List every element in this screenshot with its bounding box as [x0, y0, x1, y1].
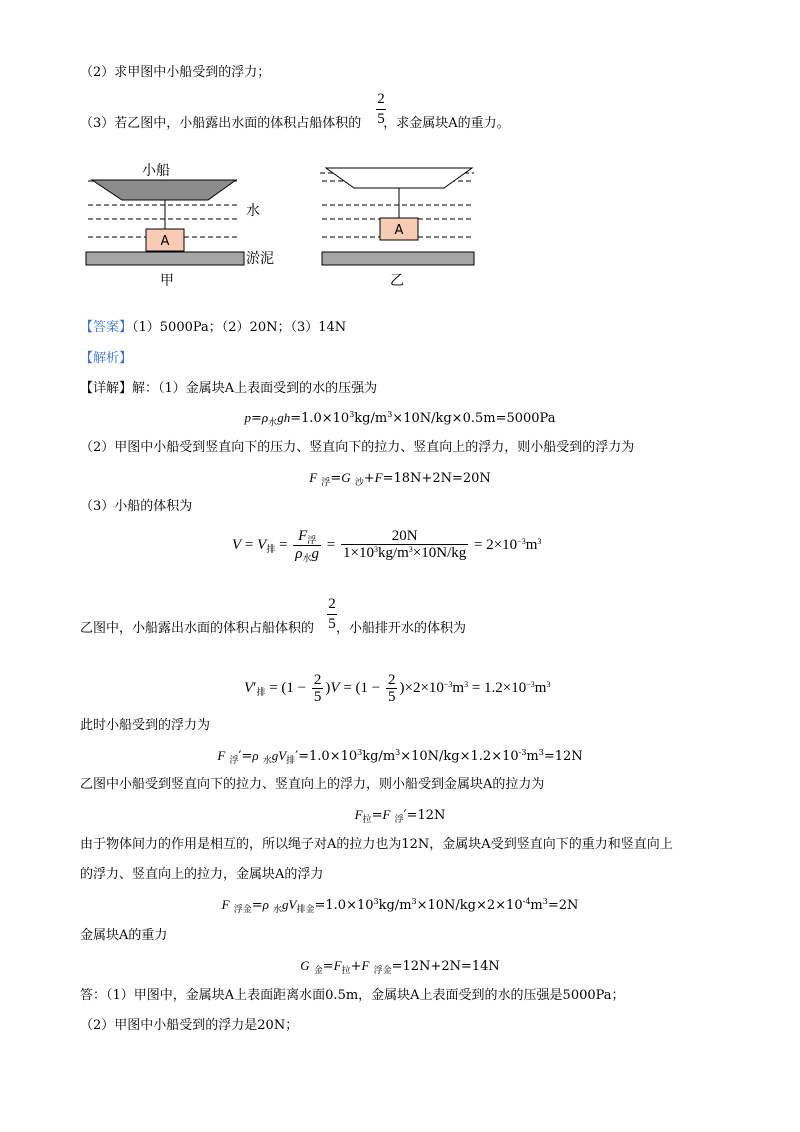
analysis-step-1: [80, 380, 377, 398]
question-3-fraction: [376, 91, 386, 128]
boat-right: [326, 168, 472, 188]
fraction-numerator: 2: [328, 596, 336, 612]
equation-buoyancy-2: F $_浮$′=ρ $_水gV_排'=1.0\times 10^3kg/m^3\times 10N/kg\times 1.2\times 10^{-3}m^3=12N$: [217, 748, 583, 766]
mud-left: [86, 252, 244, 265]
analysis-step-5: 此时小船受到的浮力为: [80, 718, 211, 733]
figure-right: [320, 168, 474, 289]
step-1-text: 解：（1）金属块A上表面受到的水的压强为: [132, 381, 378, 396]
analysis-step-2: （2）甲图中小船受到竖直向下的压力、竖直向下的拉力、竖直向上的浮力，则小船受到的浮力为: [80, 440, 635, 455]
block-a-right-label: A: [394, 223, 404, 238]
boat-left: [92, 180, 236, 200]
equation-buoyancy-metal: F $_{浮金}$=ρ $_水gV_{排金}=1.0\times 10^3kg/m^3\times 10N/kg\times 2\times 10^{-4}m^3=2N$: [221, 897, 579, 915]
step-4-post: ，小船排开水的体积为: [336, 621, 467, 636]
boat-label: 小船: [142, 163, 170, 179]
figure-diagram: [80, 155, 480, 295]
mud-right: [322, 252, 474, 265]
equation-pressure: $p=\rho_水gh=1.0\times 10^3kg/m^3\times 10N/kg\times 0.5m=5000Pa$: [244, 410, 556, 428]
figure-left: [86, 163, 274, 289]
water-label: 水: [246, 203, 260, 219]
fraction-denominator: 5: [377, 111, 385, 127]
question-3-pre: （3）若乙图中，小船露出水面的体积占船体积的: [80, 116, 362, 131]
detail-tag: 【详解】: [80, 381, 133, 396]
caption-right: 乙: [390, 273, 404, 289]
fraction-numerator: 2: [377, 91, 385, 107]
analysis-tag: 【解析】: [80, 351, 133, 366]
equation-weight: G $_金=F_拉+F$ $_{浮金}$=12N+2N=14N: [300, 958, 500, 976]
mud-label: 淤泥: [246, 251, 274, 267]
answer-text: （1）5000Pa；（2）20N；（3）14N: [132, 320, 347, 335]
block-a-left-label: A: [160, 234, 170, 249]
equation-tension: $F_拉=F$ $_浮$′=12N: [354, 807, 446, 825]
equation-displaced-volume: $V'_排 = (1$ − $\frac{2}{5}$ )V = (1 − $\frac{2}{5}$ )$\times 2\times 10^{-3}m^3 = 1.2\times 10^{-3}m^3$: [244, 672, 551, 705]
analysis-step-3: （3）小船的体积为: [80, 499, 193, 514]
analysis-step-8: 金属块A的重力: [80, 928, 168, 943]
step-4-pre: 乙图中，小船露出水面的体积占船体积的: [80, 621, 315, 636]
final-answer-2: （2）甲图中小船受到的浮力是20N；: [80, 1018, 299, 1033]
analysis-step-6: 乙图中小船受到竖直向下的拉力、竖直向上的浮力，则小船受到金属块A的拉力为: [80, 777, 545, 792]
step-4-fraction: [327, 596, 337, 633]
answer-line: [80, 319, 346, 337]
analysis-step-4: [80, 620, 466, 638]
question-3: [80, 115, 510, 133]
answer-tag: 【答案】: [80, 320, 133, 335]
caption-left: 甲: [160, 273, 174, 289]
fraction-denominator: 5: [328, 616, 336, 632]
question-2: （2）求甲图中小船受到的浮力；: [80, 65, 271, 80]
question-3-post: ，求金属块A的重力。: [383, 116, 510, 131]
analysis-step-7a: 由于物体间力的作用是相互的，所以绳子对A的拉力也为12N，金属块A受到竖直向下的重力和竖直向上: [80, 837, 673, 852]
final-answer-1: 答：（1）甲图中，金属块A上表面距离水面0.5m，金属块A上表面受到的水的压强是5000Pa；: [80, 988, 625, 1003]
equation-volume: $V = V_排$ = $\frac{F_浮}{\rho_水g}$ = $\frac{20N}{1\times 10^3kg/m^3\times 10N/kg}$ = $2\times 10^{-3}m^3$: [232, 528, 542, 563]
analysis-step-7b: 的浮力、竖直向上的拉力，金属块A的浮力: [80, 867, 324, 882]
equation-buoyancy-1: F $_浮$=G $_沙$+F=18N+2N=20N: [309, 470, 491, 488]
